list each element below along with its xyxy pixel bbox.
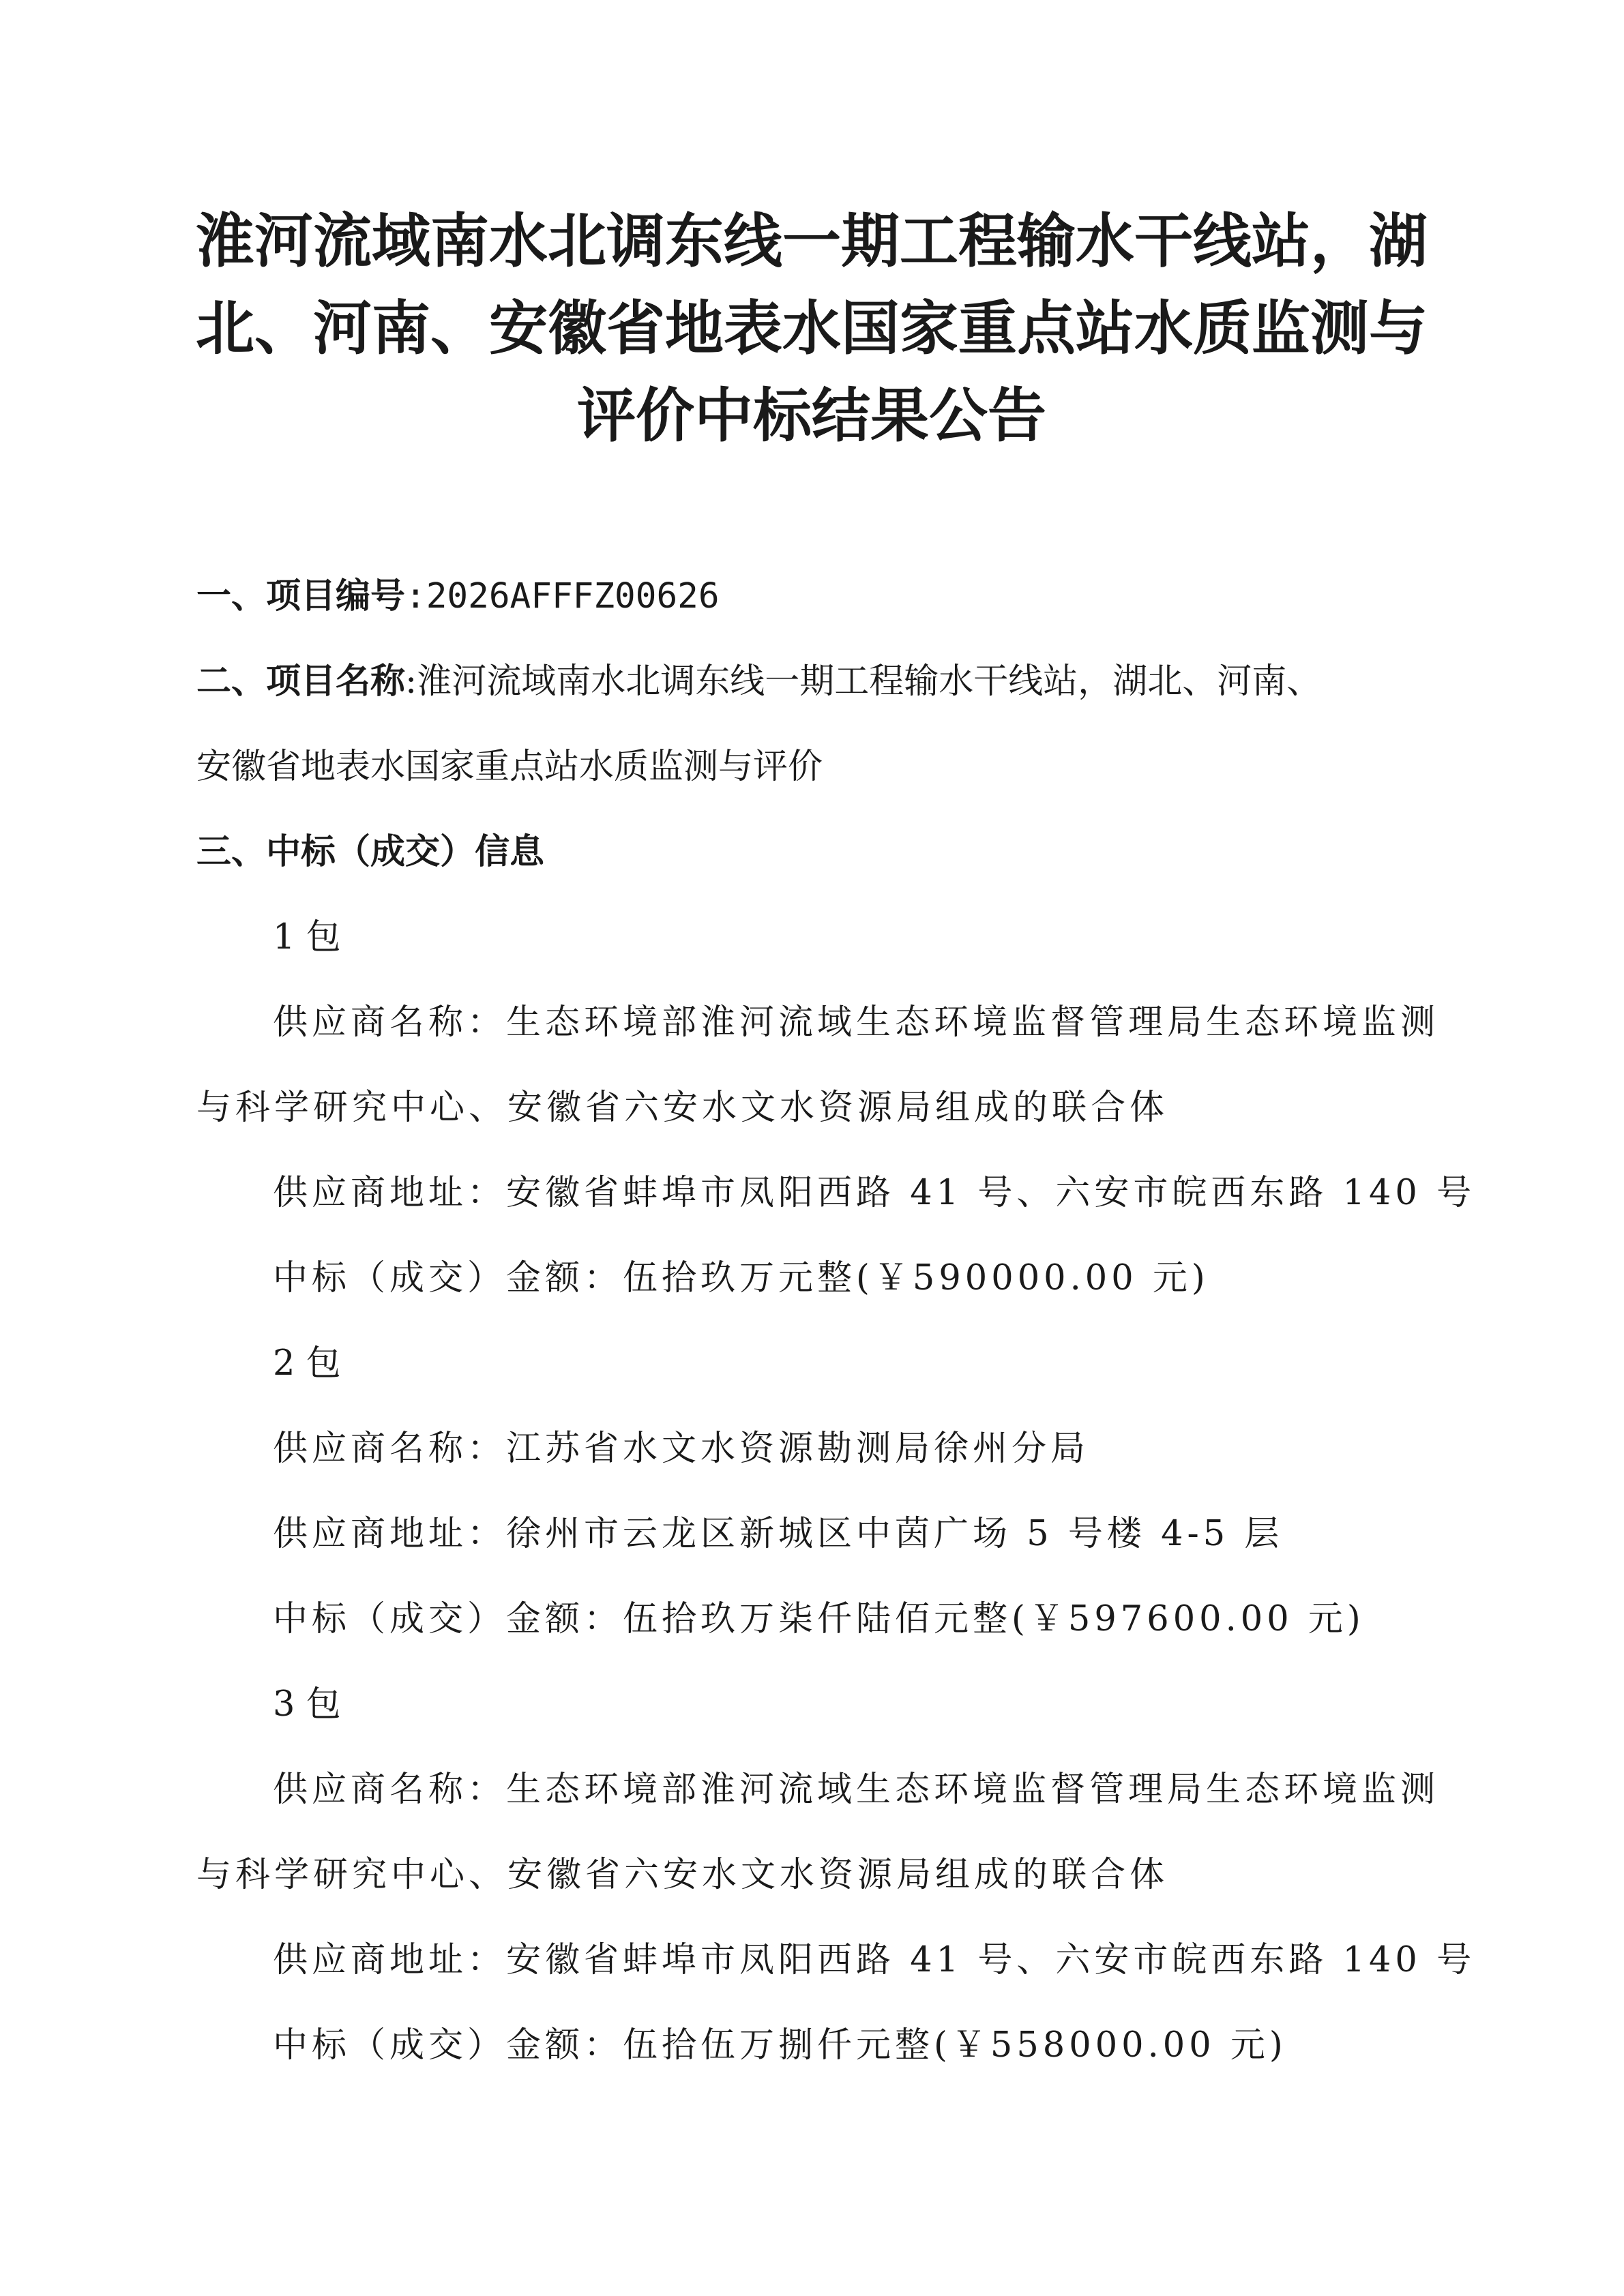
- package-3-supplier-address: 供应商地址：安徽省蚌埠市凤阳西路 41 号、六安市皖西东路 140 号: [273, 1940, 1476, 1980]
- title-line-2: 北、河南、安徽省地表水国家重点站水质监测与: [196, 294, 1428, 363]
- package-2-title: 2 包: [273, 1343, 341, 1384]
- project-name-continuation-row: [196, 724, 1438, 809]
- package-3-amount: 中标（成交）金额：伍拾伍万捌仟元整(￥558000.00 元): [273, 2025, 1287, 2066]
- award-info-heading: 三、中标（成交）信息: [196, 832, 545, 872]
- package-2-supplier-name: 供应商名称：江苏省水文水资源勘测局徐州分局: [273, 1429, 1090, 1469]
- package-2-supplier-address: 供应商地址：徐州市云龙区新城区中茵广场 5 号楼 4-5 层: [273, 1514, 1284, 1554]
- package-3-title: 3 包: [273, 1684, 341, 1725]
- project-name-label: 二、项目名称: [196, 661, 406, 702]
- project-number-row: [196, 554, 1438, 639]
- project-name-value-line-1: :淮河流域南水北调东线一期工程输水干线站，湖北、河南、: [405, 661, 1322, 702]
- award-info-heading-row: [196, 809, 1438, 895]
- project-number-label: 一、项目编号: [196, 576, 406, 616]
- project-name-value-line-2: 安徽省地表水国家重点站水质监测与评价: [196, 747, 823, 787]
- project-name-row: [196, 639, 1438, 724]
- package-2-amount: 中标（成交）金额：伍拾玖万柒仟陆佰元整(￥597600.00 元): [273, 1599, 1365, 1639]
- package-3-supplier-name-line-2: 与科学研究中心、安徽省六安水文水资源局组成的联合体: [196, 1855, 1169, 1895]
- package-1-supplier-name-line-2: 与科学研究中心、安徽省六安水文水资源局组成的联合体: [196, 1088, 1169, 1128]
- title-line-1: 淮河流域南水北调东线一期工程输水干线站，湖: [196, 207, 1428, 275]
- document-body: [196, 554, 1476, 2088]
- title-line-3: 评价中标结果公告: [577, 381, 1046, 450]
- project-number-value: :2026AFFFZ00626: [405, 576, 720, 616]
- package-1-title: 1 包: [273, 917, 341, 957]
- package-1-supplier-name-line-1: 供应商名称：生态环境部淮河流域生态环境监督管理局生态环境监测: [273, 1002, 1440, 1043]
- package-1-amount: 中标（成交）金额：伍拾玖万元整(￥590000.00 元): [273, 1258, 1209, 1298]
- page-title: [191, 198, 1432, 460]
- package-3-supplier-name-line-1: 供应商名称：生态环境部淮河流域生态环境监督管理局生态环境监测: [273, 1770, 1440, 1810]
- package-1-supplier-address: 供应商地址：安徽省蚌埠市凤阳西路 41 号、六安市皖西东路 140 号: [273, 1173, 1476, 1213]
